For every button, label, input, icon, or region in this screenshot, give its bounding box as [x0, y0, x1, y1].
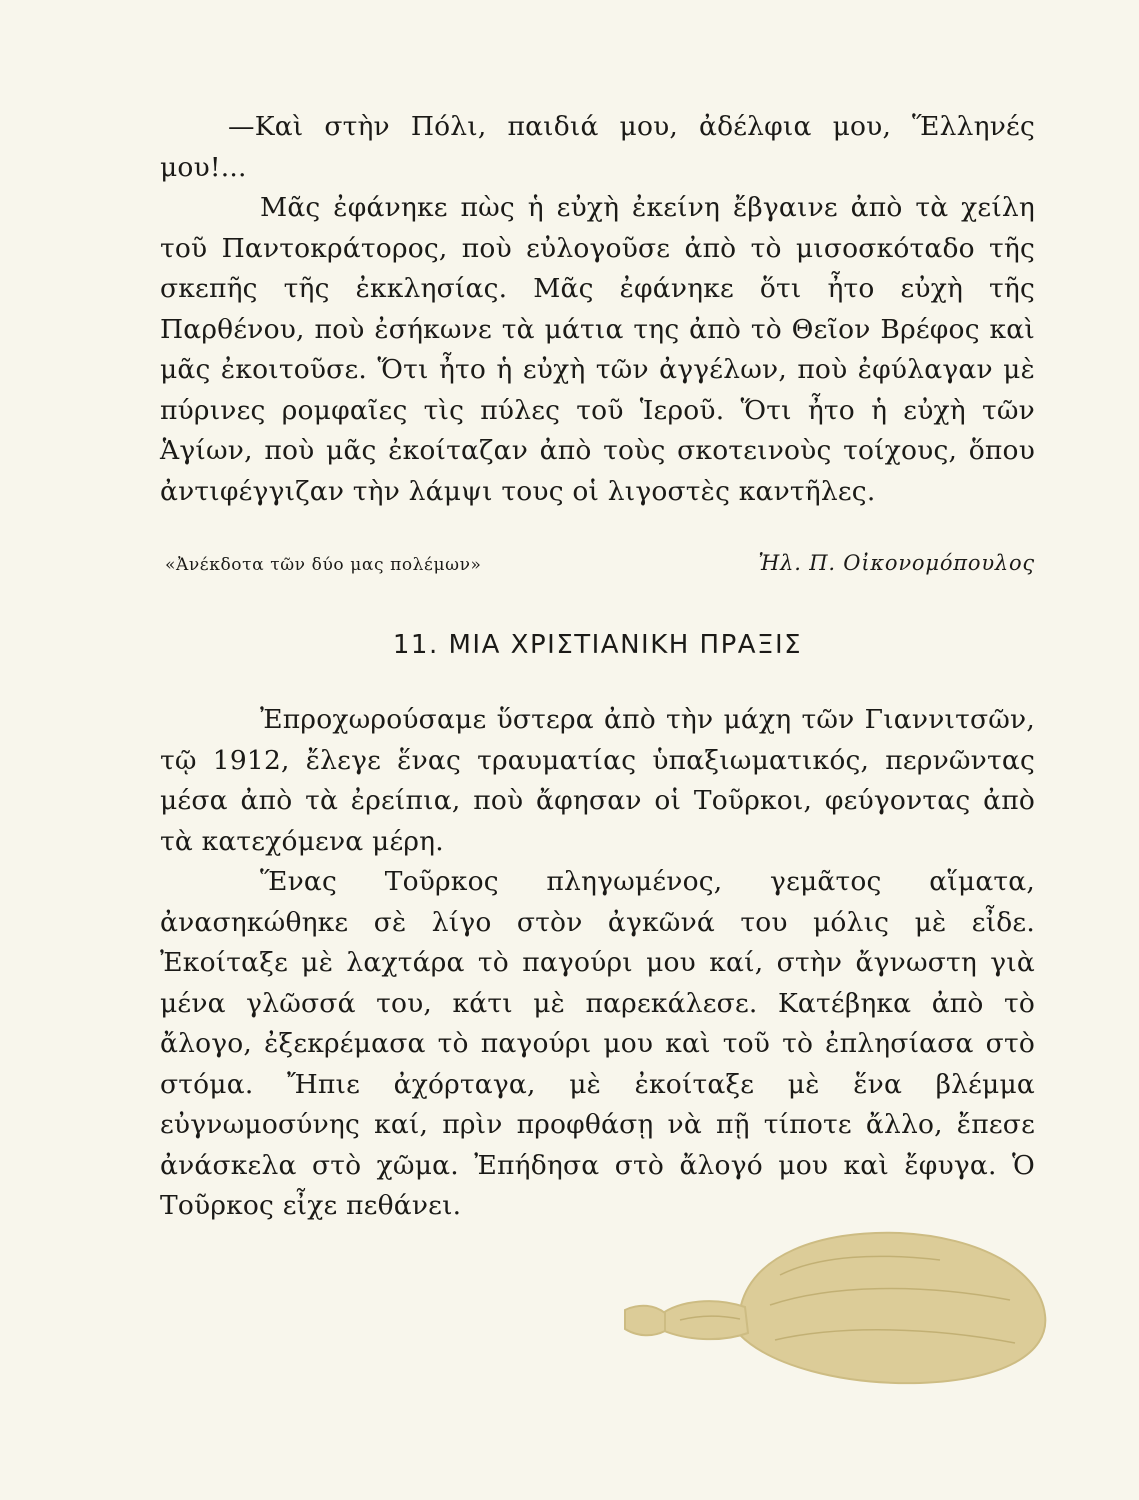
passage-two: [160, 700, 1035, 1227]
passage-one-paragraph-2: Μᾶς ἐφάνηκε πὼς ἡ εὐχὴ ἐκείνη ἔβγαινε ἀπὸ τὰ χείλη τοῦ Παντοκράτορος, ποὺ εὐλογοῦσε ἀπὸ τὸ μισοσκόταδο τῆς σκεπῆς τῆς ἐκκλησίας. Μᾶς ἐφάνηκε ὅτι ἦτο εὐχὴ τῆς Παρθένου, ποὺ ἐσήκωνε τὰ μάτια της ἀπὸ τὸ Θεῖον Βρέφος καὶ μᾶς ἐκοιτοῦσε. Ὅτι ἦτο ἡ εὐχὴ τῶν ἀγγέλων, ποὺ ἐφύλαγαν μὲ πύρινες ρομφαῖες τὶς πύλες τοῦ Ἱεροῦ. Ὅτι ἦτο ἡ εὐχὴ τῶν Ἁγίων, ποὺ μᾶς ἐκοίταζαν ἀπὸ τοὺς σκοτεινοὺς τοίχους, ὅπου ἀντιφέγγιζαν τὴν λάμψι τους οἱ λιγοστὲς καντῆλες.: [160, 192, 1035, 507]
passage-two-paragraph-2: Ἕνας Τοῦρκος πληγωμένος, γεμᾶτος αἵματα, ἀνασηκώθηκε σὲ λίγο στὸν ἀγκῶνά του μόλις μὲ εἶδε. Ἐκοίταξε μὲ λαχτάρα τὸ παγούρι μου καί, στὴν ἄγνωστη γιὰ μένα γλῶσσά του, κάτι μὲ παρεκάλεσε. Κατέβηκα ἀπὸ τὸ ἄλογο, ἐξεκρέμασα τὸ παγούρι μου καὶ τοῦ τὸ ἐπλησίασα στὸ στόμα. Ἤπιε ἀχόρταγα, μὲ ἐκοίταξε μὲ ἕνα βλέμμα εὐγνωμοσύνης καί, πρὶν προφθάσῃ νὰ πῇ τίποτε ἄλλο, ἔπεσε ἀνάσκελα στὸ χῶμα. Ἐπήδησα στὸ ἄλογό μου καὶ ἔφυγα. Ὁ Τοῦρκος εἶχε πεθάνει.: [160, 866, 1035, 1221]
attribution-source: «Ἀνέκδοτα τῶν δύο μας πολέμων»: [165, 555, 482, 575]
water-flask-illustration-icon: [620, 1215, 1080, 1390]
attribution-author: Ἠλ. Π. Οἰκονομόπουλος: [758, 551, 1035, 575]
passage-one-paragraph-1: —Καὶ στὴν Πόλι, παιδιά μου, ἀδέλφια μου, Ἕλληνές μου!...: [160, 111, 1035, 183]
passage-two-paragraph-1: Ἐπροχωρούσαμε ὕστερα ἀπὸ τὴν μάχη τῶν Γιαννιτσῶν, τῷ 1912, ἔλεγε ἕνας τραυματίας ὑπαξιωματικός, περνῶντας μέσα ἀπὸ τὰ ἐρείπια, ποὺ ἄφησαν οἱ Τοῦρκοι, φεύγοντας ἀπὸ τὰ κατεχόμενα μέρη.: [160, 704, 1035, 857]
section-title: 11. ΜΙΑ ΧΡΙΣΤΙΑΝΙΚΗ ΠΡΑΞΙΣ: [392, 630, 803, 660]
passage-one: [160, 107, 1035, 512]
attribution-line: [165, 545, 1035, 585]
